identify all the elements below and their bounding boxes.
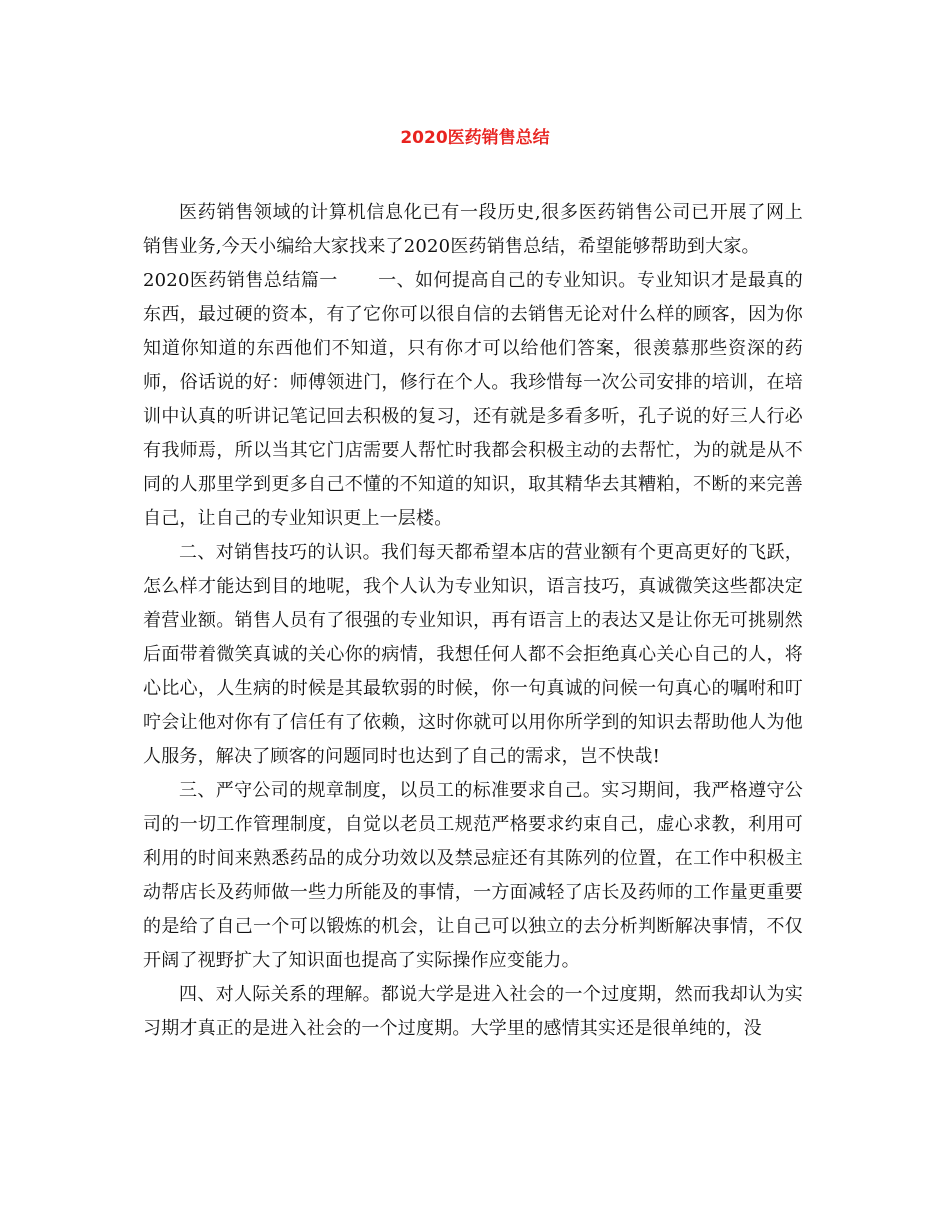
section-one-paragraph — [143, 264, 803, 536]
paragraph-3: 三、严守公司的规章制度，以员工的标准要求自己。实习期间，我严格遵守公司的一切工作管理制度，自觉以老员工规范严格要求约束自己，虚心求教，利用可利用的时间来熟悉药品的成分功效以及禁忌症还有其陈列的位置，在工作中积极主动帮店长及药师做一些力所能及的事情，一方面减轻了店长及药师的工作量更重要的是给了自己一个可以锻炼的机会，让自己可以独立的去分析判断解决事情，不仅开阔了视野扩大了知识面也提高了实际操作应变能力。 — [143, 780, 803, 971]
section-heading: 2020医药销售总结篇一 — [143, 270, 338, 291]
document-title: 2020医药销售总结 — [400, 128, 550, 148]
paragraph-1-text: 一、如何提高自己的专业知识。专业知识才是最真的东西，最过硬的资本，有了它你可以很自信的去销售无论对什么样的顾客，因为你知道你知道的东西他们不知道，只有你才可以给他们答案，很羡慕那些资深的药师，俗话说的好：师傅领进门，修行在个人。我珍惜每一次公司安排的培训，在培训中认真的听讲记笔记回去积极的复习，还有就是多看多听，孔子说的好三人行必有我师焉，所以当其它门店需要人帮忙时我都会积极主动的去帮忙，为的就是从不同的人那里学到更多自己不懂的不知道的知识，取其精华去其糟粕，不断的来完善自己，让自己的专业知识更上一层楼。 — [143, 270, 803, 529]
paragraph-2: 二、对销售技巧的认识。我们每天都希望本店的营业额有个更高更好的飞跃，怎么样才能达到目的地呢，我个人认为专业知识，语言技巧，真诚微笑这些都决定着营业额。销售人员有了很强的专业知识，再有语言上的表达又是让你无可挑剔然后面带着微笑真诚的关心你的病情，我想任何人都不会拒绝真心关心自己的人，将心比心，人生病的时候是其最软弱的时候，你一句真诚的问候一句真心的嘱咐和叮咛会让他对你有了信任有了依赖，这时你就可以用你所学到的知识去帮助他人为他人服务，解决了顾客的问题同时也达到了自己的需求，岂不快哉! — [143, 542, 803, 767]
paragraph-4: 四、对人际关系的理解。都说大学是进入社会的一个过度期，然而我却认为实习期才真正的是进入社会的一个过度期。大学里的感情其实还是很单纯的，没 — [143, 984, 803, 1039]
document-body — [143, 196, 803, 1046]
intro-paragraph: 医药销售领域的计算机信息化已有一段历史,很多医药销售公司已开展了网上销售业务,今天小编给大家找来了2020医药销售总结，希望能够帮助到大家。 — [143, 202, 803, 257]
